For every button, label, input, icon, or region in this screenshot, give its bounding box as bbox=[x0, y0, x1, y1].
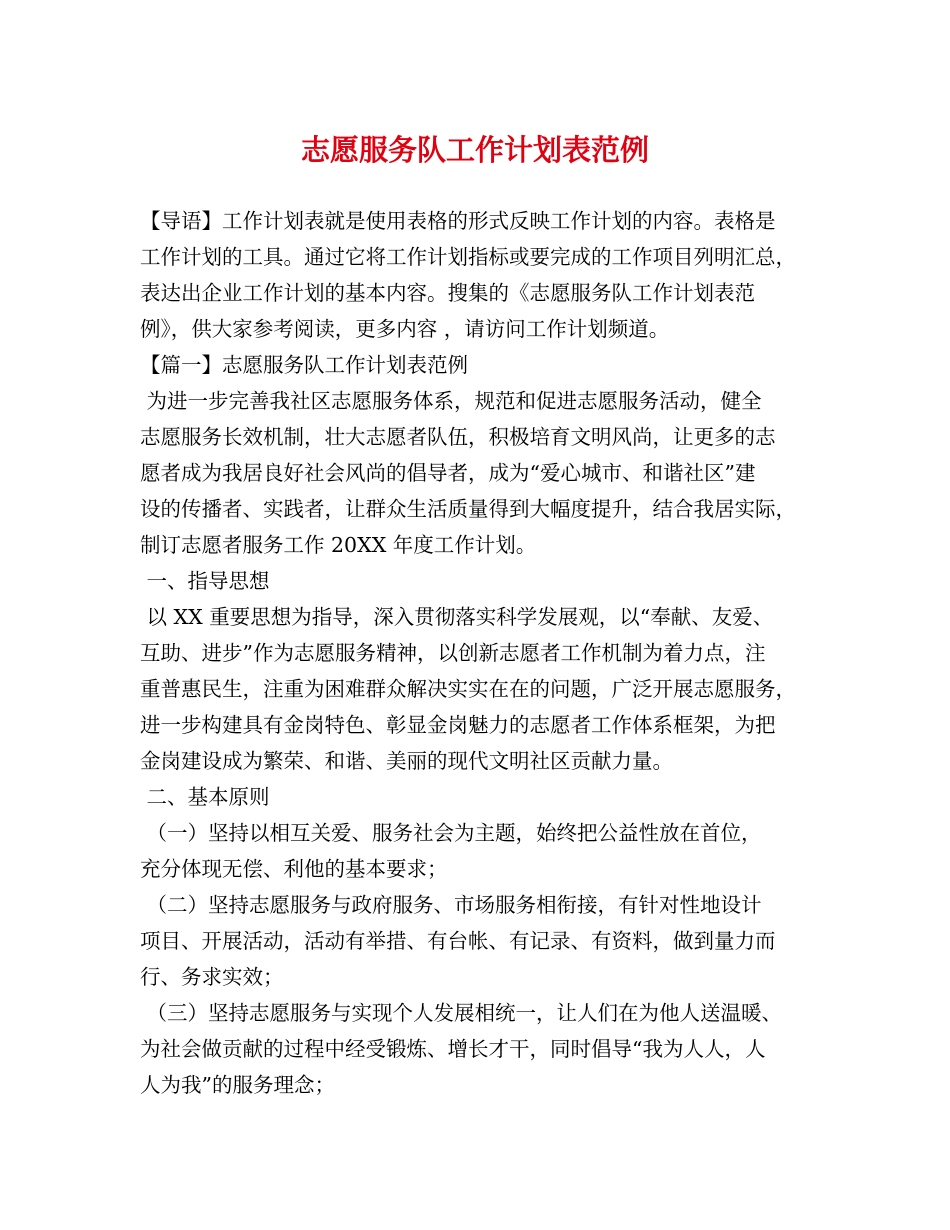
text-line: 例》，供大家参考阅读，更多内容 ，请访问工作计划频道。 bbox=[140, 317, 670, 341]
section-heading: 【篇一】志愿服务队工作计划表范例 bbox=[140, 353, 468, 377]
text-line: 为社会做贡献的过程中经受锻炼、增长才干，同时倡导“我为人人，人 bbox=[140, 1037, 766, 1061]
text-line: 重普惠民生，注重为困难群众解决实实在在的问题，广泛开展志愿服务， bbox=[140, 677, 796, 701]
text-line: 制订志愿者服务工作 20XX 年度工作计划。 bbox=[140, 533, 537, 557]
text-line: （二）坚持志愿服务与政府服务、市场服务相衔接，有针对性地设计 bbox=[140, 893, 762, 917]
text-line: 充分体现无偿、利他的基本要求； bbox=[140, 857, 448, 881]
text-line: 金岗建设成为繁荣、和谐、美丽的现代文明社区贡献力量。 bbox=[140, 749, 673, 773]
text-line: 进一步构建具有金岗特色、彰显金岗魅力的志愿者工作体系框架，为把 bbox=[140, 713, 776, 737]
text-line: 以 XX 重要思想为指导，深入贯彻落实科学发展观，以“奉献、友爱、 bbox=[140, 605, 774, 629]
document-title: 志愿服务队工作计划表范例 bbox=[300, 133, 649, 167]
text-line: 愿者成为我居良好社会风尚的倡导者，成为“爱心城市、和谐社区”建 bbox=[140, 461, 756, 485]
text-line: 人为我”的服务理念； bbox=[140, 1073, 335, 1097]
text-line: 【导语】工作计划表就是使用表格的形式反映工作计划的内容。表格是 bbox=[140, 209, 776, 233]
text-line: 设的传播者、实践者，让群众生活质量得到大幅度提升，结合我居实际， bbox=[140, 497, 796, 521]
section-heading: 一、指导思想 bbox=[140, 569, 270, 593]
text-line: 项目、开展活动，活动有举措、有台帐、有记录、有资料，做到量力而 bbox=[140, 929, 776, 953]
text-line: 工作计划的工具。通过它将工作计划指标或要完成的工作项目列明汇总， bbox=[140, 245, 796, 269]
text-line: 表达出企业工作计划的基本内容。搜集的《志愿服务队工作计划表范 bbox=[140, 281, 755, 305]
text-line: 互助、进步”作为志愿服务精神，以创新志愿者工作机制为着力点，注 bbox=[140, 641, 766, 665]
text-line: 志愿服务长效机制，壮大志愿者队伍，积极培育文明风尚，让更多的志 bbox=[140, 425, 776, 449]
section-heading: 二、基本原则 bbox=[140, 785, 270, 809]
text-line: 为进一步完善我社区志愿服务体系，规范和促进志愿服务活动，健全 bbox=[140, 389, 762, 413]
text-line: 行、务求实效； bbox=[140, 965, 284, 989]
text-line: （三）坚持志愿服务与实现个人发展相统一，让人们在为他人送温暖、 bbox=[140, 1001, 783, 1025]
text-line: （一）坚持以相互关爱、服务社会为主题，始终把公益性放在首位， bbox=[140, 821, 762, 845]
